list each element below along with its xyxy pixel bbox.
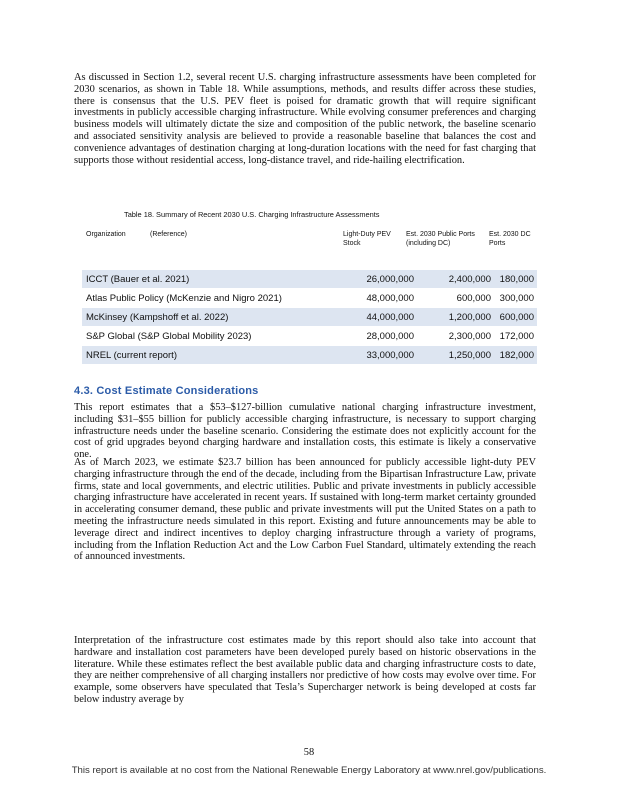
footer-notice: This report is available at no cost from the National Renewable Energy Laboratory at www.nrel.gov/publications. [71,765,547,776]
announcements-paragraph: As of March 2023, we estimate $23.7 billion has been announced for publicly accessible light-duty PEV charging infrastructure through the end of the decade, including from the Bipartisan Infrastructure Law, private firms, state and local governments, and electric utilities. Public and private investments in publicly accessible charging infrastructure have accelerated in recent years. If sustained with long-term market certainty grounded in accelerating consumer demand, these public and private investments will put the United States on a path to meeting the infrastructure needs simulated in this report. Existing and future announcements may be able to leverage direct and indirect incentives to deploy charging infrastructure through a variety of programs, including from the Inflation Reduction Act and the Low Carbon Fuel Standard, ultimately extending the reach of announced investments. [74,457,536,563]
table-row [82,346,537,365]
header-pev-stock: Light-Duty PEV Stock [343,231,391,247]
table-row [82,327,537,346]
cell-organization: NREL (current report) [86,349,177,361]
cell-dc-ports: 172,000 [499,330,534,342]
cell-organization: McKinsey (Kampshoff et al. 2022) [86,311,229,323]
cell-organization: Atlas Public Policy (McKenzie and Nigro 2021) [82,293,339,304]
cell-pev-stock: 44,000,000 [366,311,414,323]
cell-pev-stock: 48,000,000 [366,292,414,304]
header-public-ports: Est. 2030 Public Ports (including DC) [406,231,475,247]
cell-dc-ports: 600,000 [499,311,534,323]
section-heading: 4.3. Cost Estimate Considerations [74,385,259,397]
assessments-table [82,270,537,365]
header-dc-ports: Est. 2030 DC Ports [489,231,531,247]
cell-organization: ICCT (Bauer et al. 2021) [86,273,190,285]
estimate-paragraph: This report estimates that a $53–$127-billion cumulative national charging infrastructure investment, including $31–$55 billion for publicly accessible charging infrastructure, is necessary to support charging infrastructure needs under the baseline scenario. Considering the estimate does not explicitly account for the cost of grid upgrades beyond charging hardware and installation costs, this estimate is likely a conservative one. [74,402,536,461]
cell-organization: S&P Global (S&P Global Mobility 2023) [82,331,339,342]
cell-dc-ports: 182,000 [499,349,534,361]
page-number: 58 [303,747,315,758]
intro-paragraph: As discussed in Section 1.2, several recent U.S. charging infrastructure assessments have been completed for 2030 scenarios, as shown in Table 18. While assumptions, methods, and results differ across these studies, there is consensus that the U.S. PEV fleet is poised for dramatic growth that will require significant investments in publicly accessible charging infrastructure. While evolving consumer preferences and charging business models will ultimately dictate the size and composition of the public network, the baseline scenario and associated sensitivity analysis are believed to provide a reasonable baseline that balances the cost and convenience advantages of destination charging at long-duration locations with the need for fast charging that supports those without residential access, long-distance travel, and ride-hailing electrification. [74,72,536,166]
table-row [82,308,537,327]
cell-public-ports: 2,400,000 [448,273,491,285]
table-row [82,270,537,289]
cell-public-ports: 1,250,000 [448,349,491,361]
cell-public-ports: 1,200,000 [448,311,491,323]
header-reference: (Reference) [150,231,187,238]
cell-dc-ports: 180,000 [499,273,534,285]
cell-pev-stock: 28,000,000 [366,330,414,342]
cell-public-ports: 600,000 [456,292,491,304]
interpretation-paragraph: Interpretation of the infrastructure cost estimates made by this report should also take into account that hardware and installation cost parameters have been developed purely based on historic observations in the literature. While these estimates reflect the best available public data and charging infrastructure costs to date, they are neither comprehensive of all charging installers nor predictive of how costs may evolve over time. For example, some observers have speculated that Tesla’s Supercharger network is being developed at costs far below industry average by [74,635,536,705]
table-row [82,289,537,308]
cell-public-ports: 2,300,000 [448,330,491,342]
cell-pev-stock: 26,000,000 [366,273,414,285]
header-organization: Organization [86,231,126,238]
table-caption: Table 18. Summary of Recent 2030 U.S. Charging Infrastructure Assessments [124,210,380,219]
cell-dc-ports: 300,000 [499,292,534,304]
cell-pev-stock: 33,000,000 [366,349,414,361]
